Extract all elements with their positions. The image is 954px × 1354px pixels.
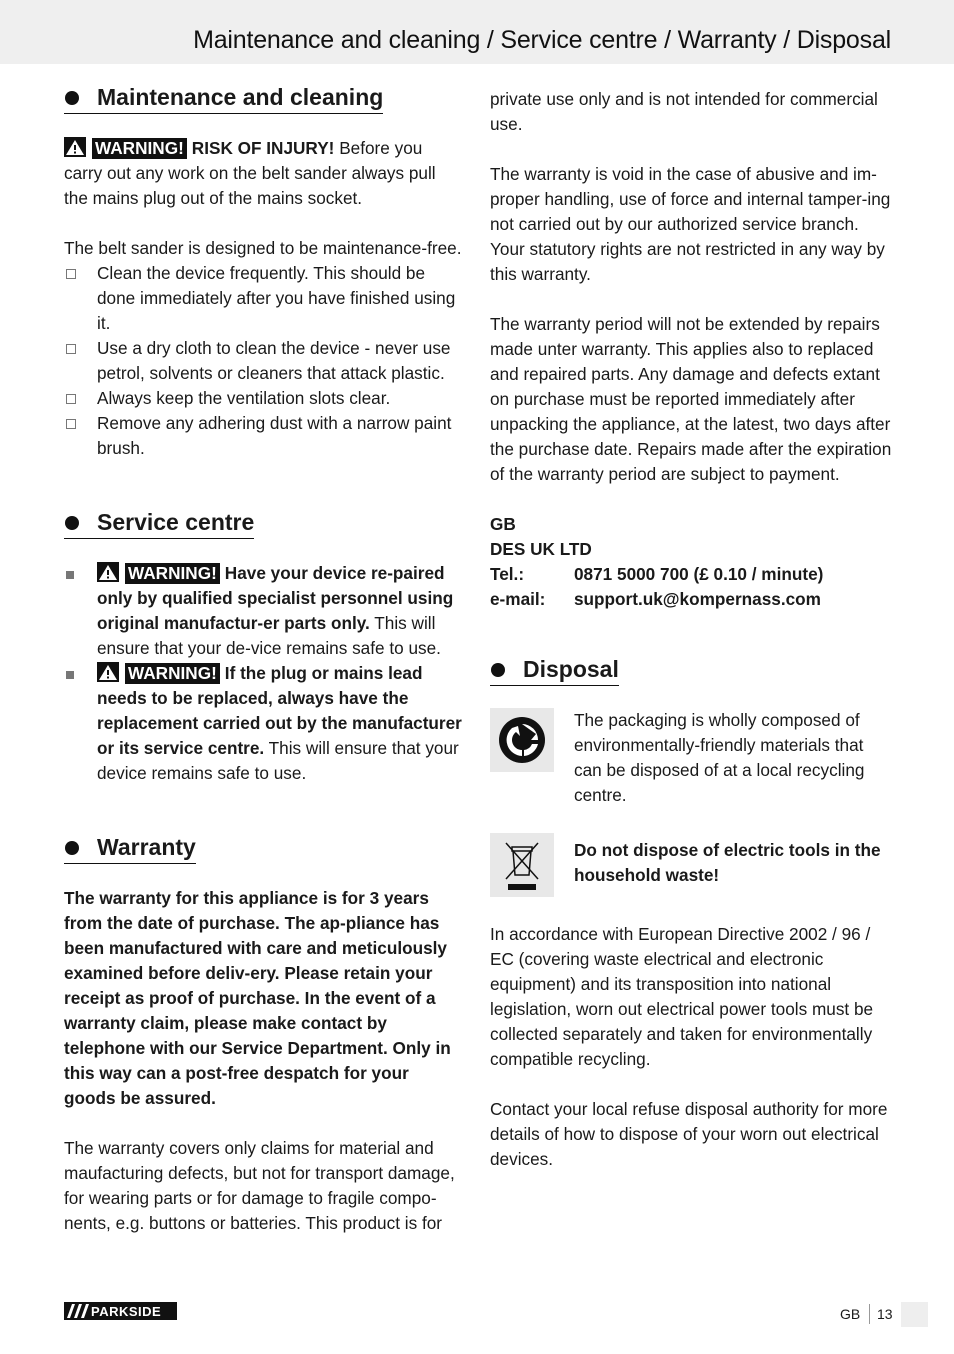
warning-bold: RISK OF INJURY! [191, 138, 335, 158]
list-item: Use a dry cloth to clean the device - never use petrol, solvents or cleaners that attack plastic. [64, 336, 464, 386]
bullet-dot-icon [65, 841, 79, 855]
square-bullet-icon [66, 671, 74, 679]
warning-label: WARNING! [125, 663, 220, 684]
checkbox-bullet-icon [66, 269, 76, 279]
bullet-dot-icon [65, 516, 79, 530]
green-dot-recycling-icon [490, 708, 554, 772]
footer-divider [869, 1304, 870, 1324]
weee-text: Do not dispose of electric tools in the household waste! [574, 840, 881, 885]
list-item: Always keep the ventilation slots clear. [64, 386, 464, 411]
maintenance-list [64, 261, 464, 461]
disposal-paragraph-1: In accordance with European Directive 2002 / 96 / EC (covering waste electrical and electronic equipment) and its transposition into national legislation, worn out electrical power tools must be collected separately and taken for environmentally compatible recycling. [490, 924, 874, 1069]
square-bullet-icon [66, 571, 74, 579]
contact-company: DES UK LTD [490, 539, 592, 559]
bullet-dot-icon [491, 663, 505, 677]
crossed-bin-icon [490, 833, 554, 897]
service-list [64, 561, 464, 786]
email-key: e-mail: [490, 589, 546, 609]
page-title: Maintenance and cleaning / Service centre / Warranty / Disposal [193, 26, 891, 54]
warranty-heading: Warranty [64, 832, 196, 864]
warning-triangle-icon [64, 137, 86, 157]
warning-label: WARNING! [92, 138, 187, 159]
packaging-row [490, 708, 892, 808]
maintenance-warning [64, 136, 464, 211]
brand-text: PARKSIDE [91, 1304, 162, 1319]
warning-triangle-icon [97, 562, 119, 582]
email-value: support.uk@kompernass.com [574, 589, 821, 609]
contact-block [490, 512, 892, 612]
checkbox-bullet-icon [66, 344, 76, 354]
contact-country: GB [490, 514, 516, 534]
list-item: WARNING! Have your device re-paired only by qualified specialist personnel using original manufactur-er parts only. This will ensure that your de-vice remains safe to use. [64, 561, 464, 661]
footer-tab [901, 1302, 928, 1327]
warranty-paragraph-3: The warranty period will not be extended by repairs made unter warranty. This applies also to replaced and repaired parts. Any damage and defects extant on purchase must be reported immediately after unpacking the appliance, at the latest, two days after the purchase date. Repairs made after the expiration of the warranty period are subject to payment. [490, 314, 892, 484]
warranty-bold-paragraph: The warranty for this appliance is for 3 years from the date of purchase. The ap-pliance has been manufactured with care and meticulously examined before deliv-ery. Please retain your receipt as proof of purchase. In the event of a warranty claim, please make contact by telephone with our Service Department. Only in this way can a post-free despatch for your goods be assured. [64, 888, 451, 1108]
weee-row [490, 833, 892, 897]
maintenance-heading: Maintenance and cleaning [64, 82, 383, 114]
warranty-paragraph-1-cont: private use only and is not intended for commercial use. [490, 89, 878, 134]
warning-text: Before you carry out any work on the belt sander always pull the mains plug out of the mains socket. [64, 138, 436, 208]
checkbox-bullet-icon [66, 394, 76, 404]
maintenance-intro: The belt sander is designed to be maintenance-free. [64, 238, 462, 258]
service-heading: Service centre [64, 507, 254, 539]
parkside-logo [64, 1302, 177, 1320]
list-item: Clean the device frequently. This should be done immediately after you have finished using it. [64, 261, 464, 336]
disposal-paragraph-2: Contact your local refuse disposal authority for more details of how to dispose of your worn out electrical devices. [490, 1099, 888, 1169]
tel-value: 0871 5000 700 (£ 0.10 / minute) [574, 564, 824, 584]
page-number: 13 [877, 1306, 893, 1322]
left-column [64, 82, 464, 1236]
checkbox-bullet-icon [66, 419, 76, 429]
right-column [490, 87, 892, 1172]
warranty-paragraph-2: The warranty is void in the case of abusive and im-proper handling, use of force and internal tamper-ing not carried out by our authorized service branch. Your statutory rights are not restricted in any way by this warranty. [490, 164, 891, 284]
warning-triangle-icon [97, 662, 119, 682]
disposal-heading: Disposal [490, 654, 619, 686]
bullet-dot-icon [65, 91, 79, 105]
list-item: WARNING! If the plug or mains lead needs to be replaced, always have the replacement carried out by the manufacturer or its service centre. This will ensure that your device remains safe to use. [64, 661, 464, 786]
warning-label: WARNING! [125, 563, 220, 584]
list-item: Remove any adhering dust with a narrow paint brush. [64, 411, 464, 461]
footer-language: GB [840, 1306, 861, 1322]
packaging-text: The packaging is wholly composed of environmentally-friendly materials that can be disposed of at a local recycling centre. [574, 710, 865, 805]
tel-key: Tel.: [490, 564, 525, 584]
warranty-paragraph-1: The warranty covers only claims for material and maufacturing defects, but not for transport damage, for wearing parts or for damage to fragile compo-nents, e.g. buttons or batteries. This product is for [64, 1138, 455, 1233]
